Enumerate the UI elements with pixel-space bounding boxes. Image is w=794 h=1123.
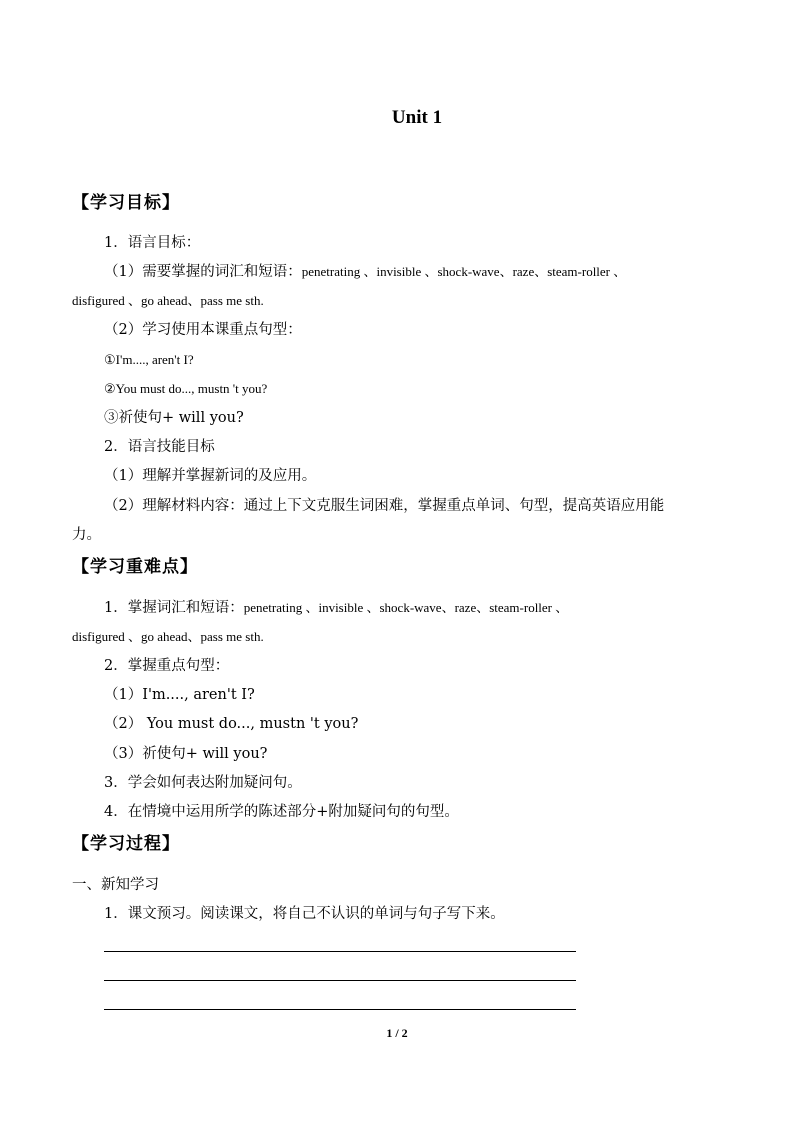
- process-item-1: 1．课文预习。阅读课文，将自己不认识的单词与句子写下来。: [104, 906, 505, 922]
- key-points-item-3: 3．学会如何表达附加疑问句。: [104, 775, 302, 791]
- answer-line: [104, 980, 576, 981]
- objectives-vocab-prefix: （1）需要掌握的词汇和短语：: [104, 264, 302, 280]
- objectives-vocab-words: penetrating 、invisible 、shock-wave、raze、steam-roller 、: [301, 264, 627, 279]
- answer-line: [104, 1009, 576, 1010]
- objectives-sentence-prefix: （2）学习使用本课重点句型：: [104, 322, 302, 338]
- objectives-item-language: 1．语言目标：: [104, 235, 201, 251]
- objectives-pattern-3: ③祈使句+ will you?: [104, 410, 244, 426]
- objectives-item-skills: 2．语言技能目标: [104, 439, 215, 455]
- page-title: Unit 1: [391, 107, 443, 128]
- section-heading-objectives: 【学习目标】: [72, 193, 180, 213]
- key-points-vocab-words: penetrating 、invisible 、shock-wave、raze、steam-roller 、: [243, 600, 569, 615]
- section-heading-key-points: 【学习重难点】: [72, 557, 198, 577]
- objectives-skill-2-continued: 力。: [72, 527, 101, 543]
- objectives-vocab-line: [104, 262, 626, 282]
- objectives-pattern-1: ①I'm...., aren't I?: [104, 352, 194, 367]
- section-heading-process: 【学习过程】: [72, 834, 180, 854]
- answer-line: [104, 951, 576, 952]
- page-number: 1 / 2: [386, 1026, 408, 1040]
- key-points-pattern-2: （2） You must do..., mustn 't you?: [104, 716, 359, 732]
- objectives-skill-2: （2）理解材料内容：通过上下文克服生词困难，掌握重点单词、句型，提高英语应用能: [104, 498, 665, 514]
- key-points-vocab-continued: disfigured 、go ahead、pass me sth.: [72, 629, 264, 644]
- objectives-skill-1: （1）理解并掌握新词的及应用。: [104, 468, 317, 484]
- key-points-pattern-1: （1）I'm...., aren't I?: [104, 687, 255, 703]
- key-points-vocab-line: [104, 598, 568, 618]
- process-part-1: 一、新知学习: [72, 877, 159, 893]
- key-points-item-4: 4．在情境中运用所学的陈述部分+附加疑问句的句型。: [104, 804, 459, 820]
- key-points-vocab-prefix: 1．掌握词汇和短语：: [104, 600, 244, 616]
- objectives-pattern-2: ②You must do..., mustn 't you?: [104, 381, 268, 396]
- key-points-pattern-3: （3）祈使句+ will you?: [104, 746, 268, 762]
- key-points-item-sentences: 2．掌握重点句型：: [104, 658, 230, 674]
- objectives-vocab-continued: disfigured 、go ahead、pass me sth.: [72, 293, 264, 308]
